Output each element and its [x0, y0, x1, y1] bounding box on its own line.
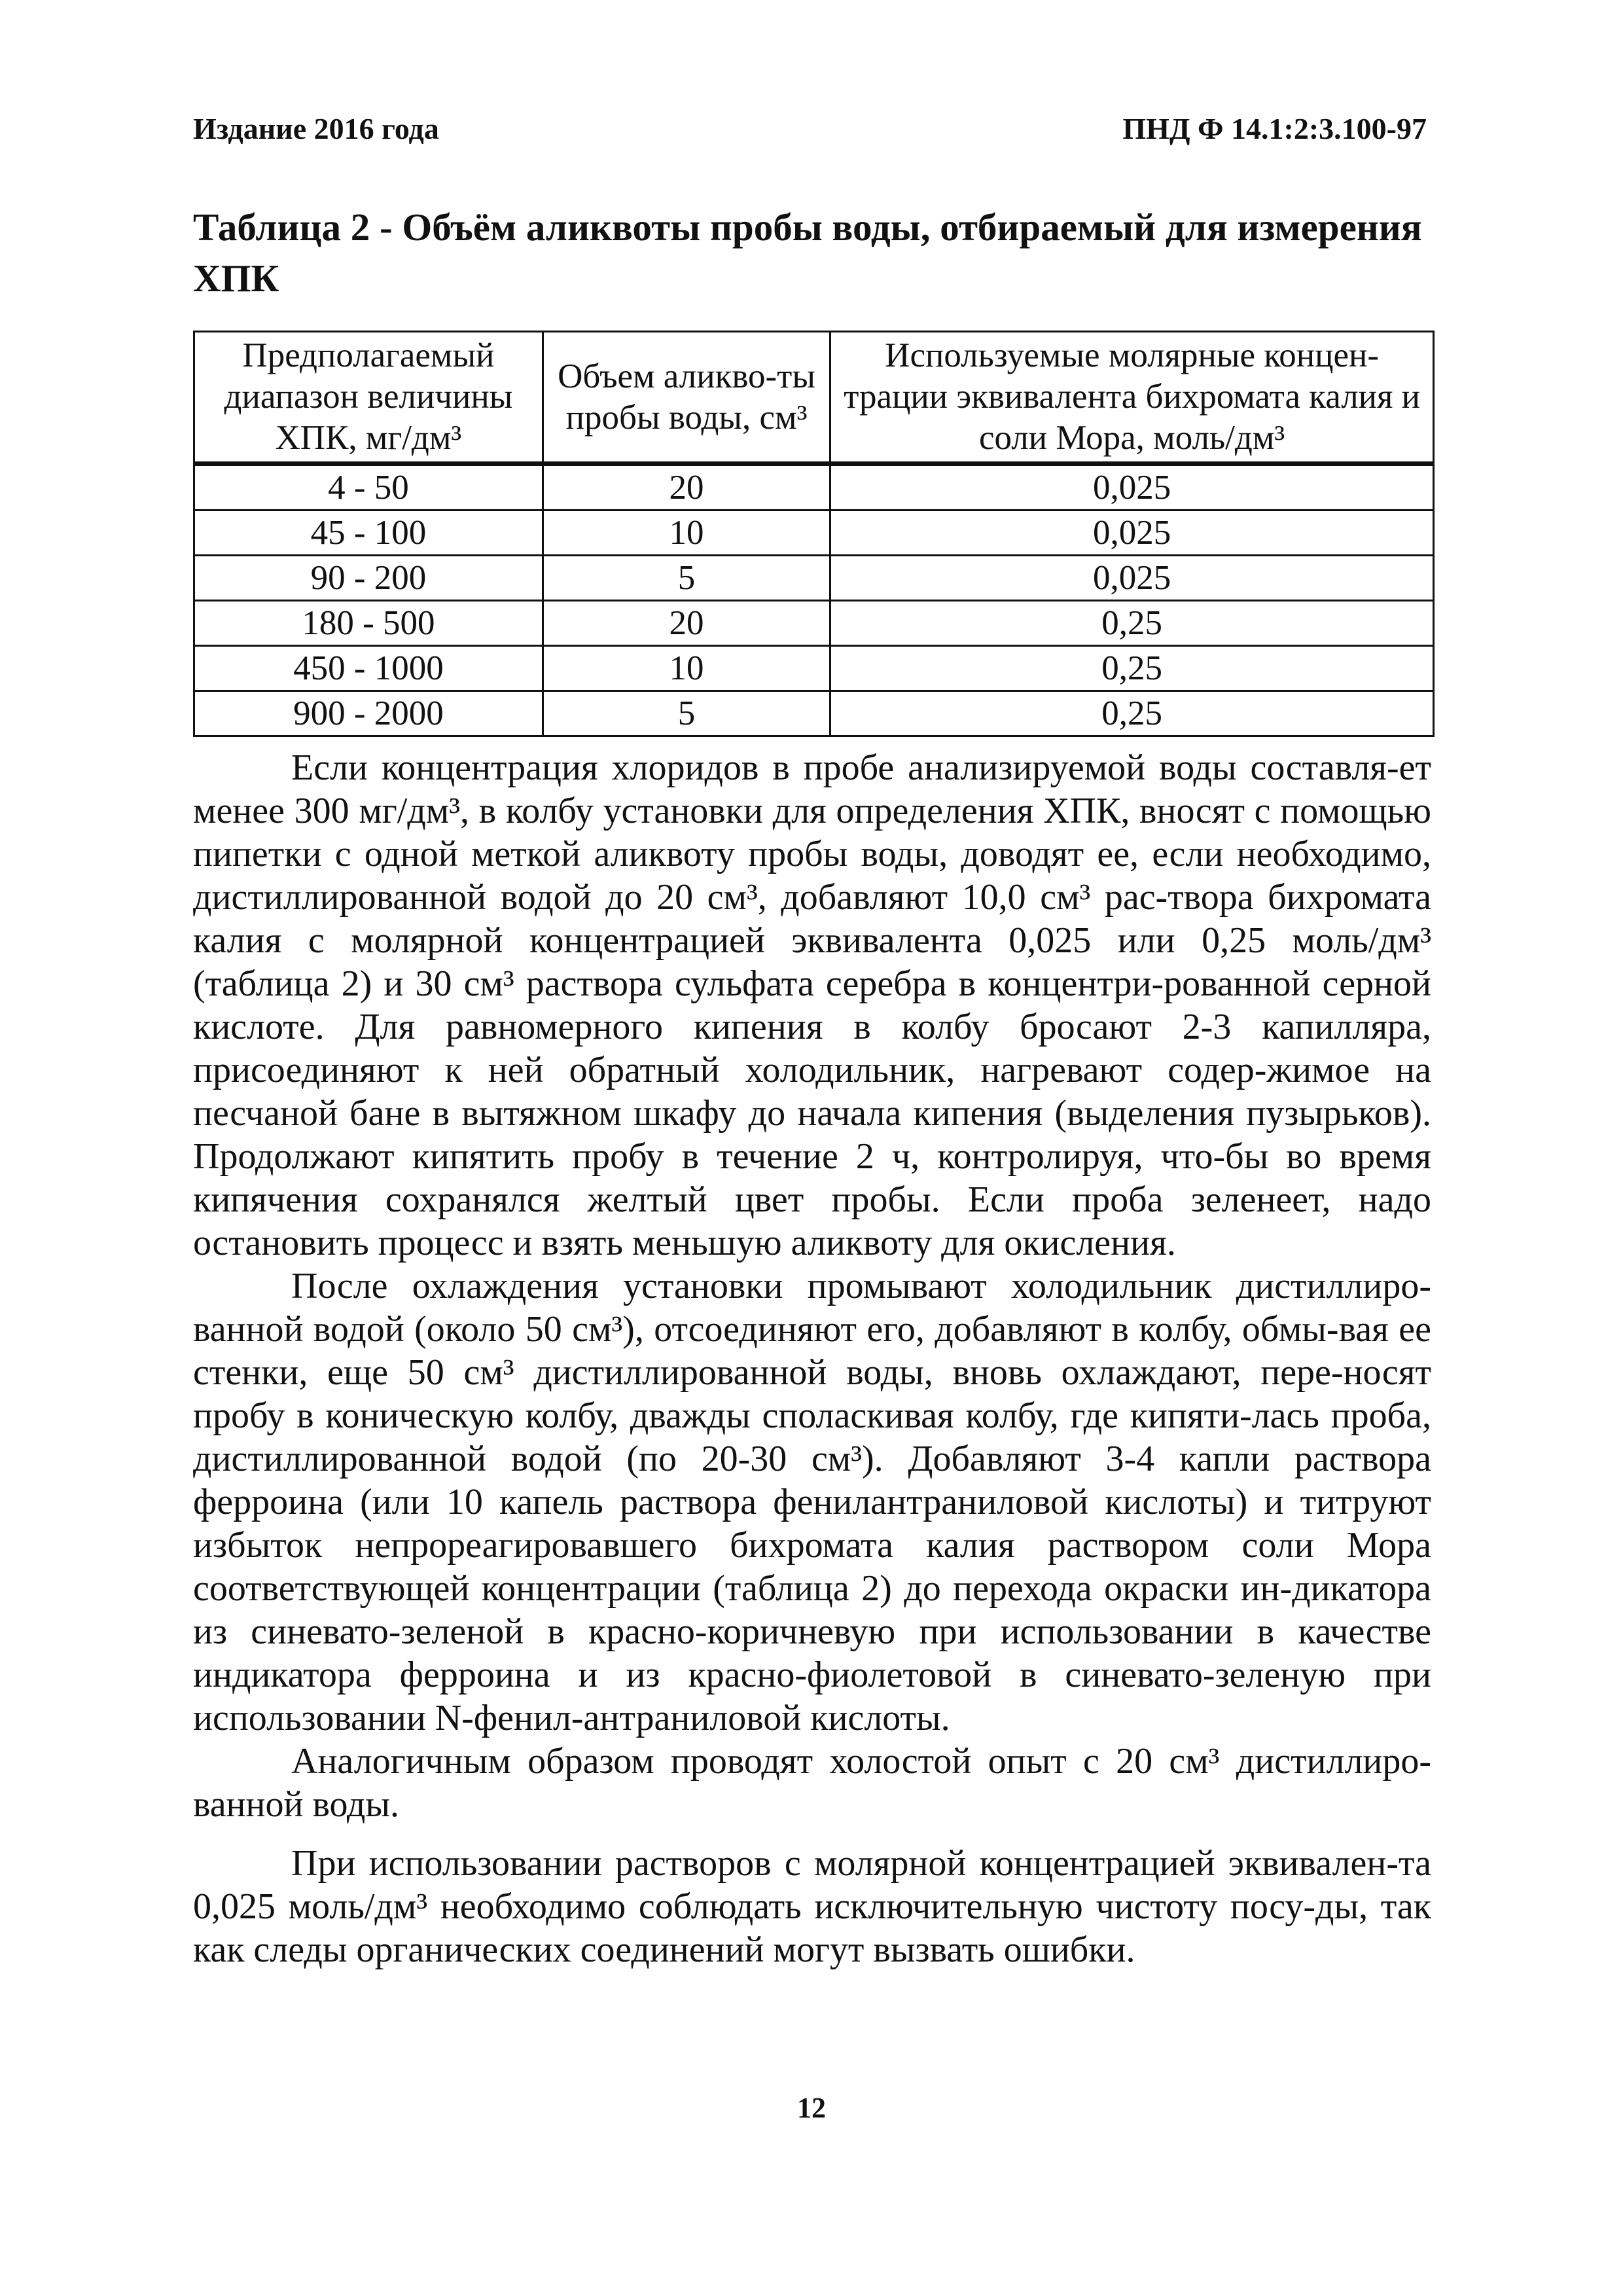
column-header-concentration: Используемые молярные концен-трации эквивалента бихромата калия и соли Мора, моль/дм³ — [830, 332, 1434, 464]
column-header-aliquot-volume: Объем аликво-ты пробы воды, см³ — [543, 332, 830, 464]
table-cell: 4 - 50 — [194, 464, 543, 511]
table-cell: 180 - 500 — [194, 601, 543, 646]
column-header-cod-range: Предполагаемый диапазон величины ХПК, мг/дм³ — [194, 332, 543, 464]
edition-label: Издание 2016 года — [193, 112, 439, 145]
table-cell: 0,025 — [830, 511, 1434, 556]
table-cell: 45 - 100 — [194, 511, 543, 556]
table-cell: 20 — [543, 464, 830, 511]
paragraph: При использовании растворов с молярной концентрацией эквивален-та 0,025 моль/дм³ необходимо соблюдать исключительную чистоту посу-ды, так как следы органических соединений могут вызвать ошибки. — [193, 1843, 1431, 1970]
table-cell: 900 - 2000 — [194, 691, 543, 736]
page-number: 12 — [797, 2092, 826, 2124]
table-cell: 450 - 1000 — [194, 646, 543, 691]
table-cell: 0,025 — [830, 556, 1434, 601]
paragraph: После охлаждения установки промывают холодильник дистиллиро-ванной водой (около 50 см³), отсоединяют его, добавляют в колбу, обмы-вая ее стенки, еще 50 см³ дистиллированной воды, вновь охлаждают, пере-носят пробу в коническую колбу, дважды споласкивая колбу, где кипяти-лась проба, дистиллированной водой (по 20-30 см³). Добавляют 3-4 капли раствора ферроина (или 10 капель раствора фенилантраниловой кислоты) и титруют избыток непрореагировавшего бихромата калия раствором соли Мора соответствующей концентрации (таблица 2) до перехода окраски ин-дикатора из синевато-зеленой в красно-коричневую при использовании в качестве индикатора ферроина и из красно-фиолетовой в синевато-зеленую при использовании N-фенил-антраниловой кислоты. — [193, 1266, 1431, 1738]
table-row — [194, 691, 1434, 736]
table-cell: 0,25 — [830, 646, 1434, 691]
table-header-row — [194, 332, 1434, 464]
table-cell: 0,25 — [830, 601, 1434, 646]
paragraph: Если концентрация хлоридов в пробе анализируемой воды составля-ет менее 300 мг/дм³, в колбу установки для определения ХПК, вносят с помощью пипетки с одной меткой аликвоту пробы воды, доводят ее, если необходимо, дистиллированной водой до 20 см³, добавляют 10,0 см³ рас-твора бихромата калия с молярной концентрацией эквивалента 0,025 или 0,25 моль/дм³ (таблица 2) и 30 см³ раствора сульфата серебра в концентри-рованной серной кислоте. Для равномерного кипения в колбу бросают 2-3 капилляра, присоединяют к ней обратный холодильник, нагревают содер-жимое на песчаной бане в вытяжном шкафу до начала кипения (выделения пузырьков). Продолжают кипятить пробу в течение 2 ч, контролируя, что-бы во время кипячения сохранялся желтый цвет пробы. Если проба зеленеет, надо остановить процесс и взять меньшую аликвоту для окисления. — [193, 747, 1431, 1263]
page-header — [193, 111, 1427, 146]
table-row — [194, 511, 1434, 556]
table-cell: 5 — [543, 556, 830, 601]
table-cell: 20 — [543, 601, 830, 646]
table-cell: 0,025 — [830, 464, 1434, 511]
table-cell: 10 — [543, 646, 830, 691]
paragraph: Аналогичным образом проводят холостой опыт с 20 см³ дистиллиро-ванной воды. — [193, 1741, 1431, 1825]
table-title: Таблица 2 - Объём аликвоты пробы воды, отбираемый для измерения ХПК — [193, 206, 1422, 300]
table-cell: 90 - 200 — [194, 556, 543, 601]
table-row — [194, 464, 1434, 511]
body-text — [193, 746, 1431, 1971]
table-cell: 10 — [543, 511, 830, 556]
document-code: ПНД Ф 14.1:2:3.100-97 — [1122, 112, 1427, 145]
table-row — [194, 646, 1434, 691]
table-cell: 0,25 — [830, 691, 1434, 736]
table-row — [194, 556, 1434, 601]
table-cell: 5 — [543, 691, 830, 736]
aliquot-volume-table — [193, 331, 1435, 737]
table-row — [194, 601, 1434, 646]
